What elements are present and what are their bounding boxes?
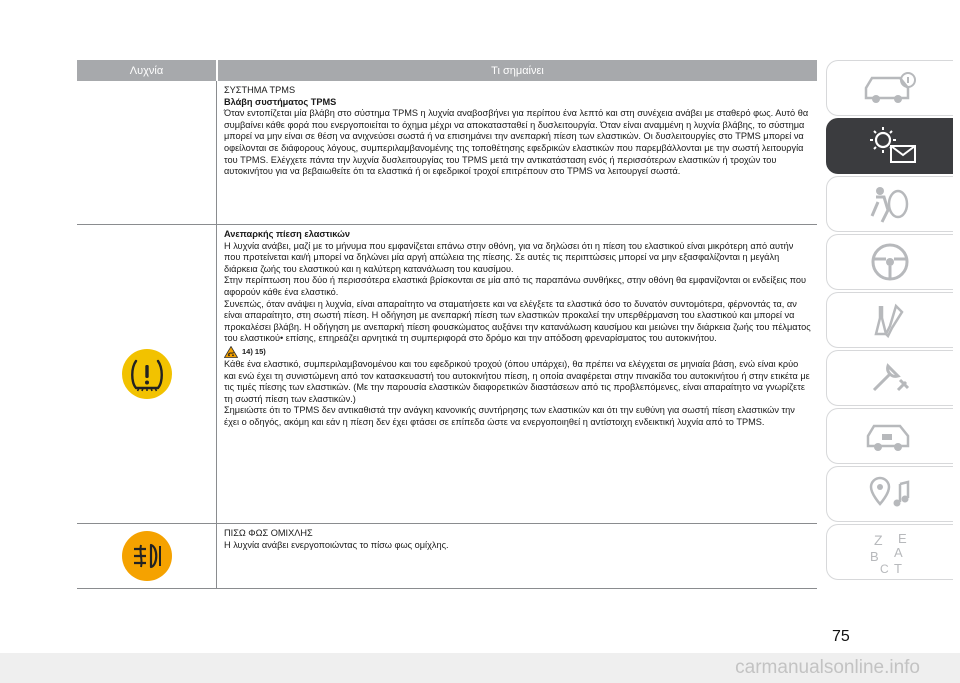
sidebar-tab-driving[interactable] bbox=[826, 234, 953, 290]
meaning-cell bbox=[217, 524, 817, 588]
sidebar-tab-safety[interactable] bbox=[826, 176, 953, 232]
steering-wheel-icon bbox=[865, 240, 915, 284]
sidebar-tab-emergency[interactable] bbox=[826, 292, 953, 348]
table-header bbox=[77, 60, 817, 81]
header-lamp: Λυχνία bbox=[77, 60, 218, 81]
warning-light-message-icon bbox=[855, 124, 925, 168]
paragraph: Στην περίπτωση που δύο ή περισσότερα ελαστικά βρίσκονται σε μία από τις παραπάνω συνθήκες, στην οθόνη θα εμφανίζονται οι ενδείξεις που αφορούν κάθε ένα ελαστικό. bbox=[224, 275, 807, 297]
rear-fog-light-icon bbox=[121, 530, 173, 582]
sidebar-tab-warning-lights[interactable] bbox=[826, 118, 953, 174]
icon-cell bbox=[77, 225, 217, 523]
section-title: ΣΥΣΤΗΜΑ TPMS bbox=[224, 85, 296, 95]
sidebar-tab-technical[interactable] bbox=[826, 408, 953, 464]
chapter-sidebar bbox=[826, 60, 960, 582]
table-row bbox=[77, 225, 817, 524]
service-tools-icon bbox=[860, 298, 920, 342]
warning-lights-table bbox=[77, 60, 817, 589]
paragraph: Συνεπώς, όταν ανάψει η λυχνία, είναι απαραίτητο να σταματήσετε και να ελέγξετε τα ελαστικά όσο το δυνατόν συντομότερα, φέρνοντάς τα, αν είναι απαραίτητο, στη σωστή πίεση. Η οδήγηση με ανεπαρκή πίεση των ελαστικών προκαλεί την υπερθέρμανση του ελαστικού και μπορεί να προκαλέσει βλάβη. Η οδήγηση με ανεπαρκή πίεση φουσκώματος αυξάνει την κατανάλωση καυσίμου και μειώνει την διάρκεια ζωής του πέλματος του ελαστικού• επίσης, επηρεάζει αρνητικά τη συμπεριφορά στο δρόμο και την απόδοση φρεναρίσματος του αυτοκινήτου. bbox=[224, 298, 811, 344]
table-row bbox=[77, 524, 817, 589]
warning-triangle-icon bbox=[224, 346, 238, 358]
airbag-safety-icon bbox=[860, 182, 920, 226]
index-letters-icon bbox=[860, 529, 920, 575]
warning-reference-numbers: 14) 15) bbox=[242, 347, 266, 357]
svg-text:Z: Z bbox=[874, 532, 883, 548]
section-subtitle: Βλάβη συστήματος TPMS bbox=[224, 96, 337, 107]
svg-text:C: C bbox=[880, 562, 889, 575]
meaning-cell bbox=[217, 81, 817, 224]
car-info-icon bbox=[860, 68, 920, 108]
sidebar-tab-multimedia[interactable] bbox=[826, 466, 953, 522]
page-number: 75 bbox=[832, 628, 850, 645]
paragraph: Κάθε ένα ελαστικό, συμπεριλαμβανομένου και του εφεδρικού τροχού (όπου υπάρχει), θα πρέπει να ελέγχεται σε μηνιαία βάση, ενώ είναι κρύο και ενώ έχει τη συνιστώμενη από τον κατασκευαστή του αυτοκινήτου πίεση, η οποία αναφέρεται στην πινακίδα του αυτοκινήτου ή στην ετικέτα με τις τιμές πίεσης των ελαστικών. (Με την παρουσία ελαστικών διαφορετικών διαστάσεων από τις προβλεπόμενες, είναι απαραίτητο να γνωρίζετε τη σωστή πίεση των ελαστικών.) bbox=[224, 358, 810, 404]
header-meaning: Τι σημαίνει bbox=[491, 64, 544, 77]
svg-text:E: E bbox=[898, 531, 907, 546]
section-title: Ανεπαρκής πίεση ελαστικών bbox=[224, 229, 350, 239]
paragraph: Σημειώστε ότι το TPMS δεν αντικαθιστά την ανάγκη κανονικής συντήρησης των ελαστικών και ότι την ευθύνη για σωστή πίεση ελαστικών την έχει ο οδηγός, ακόμη και εάν η πίεση δεν έχει φτάσει σε επίπεδα ώστε να ενεργοποιηθεί η αντίστοιχη ενδεικτική λυχνία από το TPMS. bbox=[224, 405, 795, 427]
tire-pressure-warning-icon bbox=[121, 348, 173, 400]
icon-cell bbox=[77, 81, 217, 224]
table-row bbox=[77, 81, 817, 225]
sidebar-tab-index[interactable] bbox=[826, 524, 953, 580]
sidebar-tab-maintenance[interactable] bbox=[826, 350, 953, 406]
svg-text:T: T bbox=[894, 561, 902, 575]
service-tools-icon bbox=[860, 356, 920, 400]
warning-reference bbox=[224, 346, 811, 358]
car-info-icon bbox=[860, 414, 920, 458]
paragraph: Η λυχνία ανάβει, μαζί με το μήνυμα που εμφανίζεται επάνω στην οθόνη, για να δηλώσει ότι η πίεση του ελαστικού είναι μικρότερη από αυτήν που προτείνεται και/ή μπορεί να δηλώνει μία αργή απώλεια της πίεσης. Σε αυτές τις περιπτώσεις μπορεί να μην εξασφαλίζονται η μεγάλη διάρκεια ζωής του ελαστικού και η καλύτερη κατανάλωση του καυσίμου. bbox=[224, 240, 794, 274]
map-music-icon bbox=[860, 472, 920, 516]
watermark: carmanualsonline.info bbox=[0, 653, 960, 683]
sidebar-tab-car-info[interactable] bbox=[826, 60, 953, 116]
paragraph: Η λυχνία ανάβει ενεργοποιώντας το πίσω φως ομίχλης. bbox=[224, 539, 449, 550]
icon-cell bbox=[77, 524, 217, 588]
svg-text:A: A bbox=[894, 545, 903, 560]
svg-text:B: B bbox=[870, 549, 879, 564]
paragraph: Όταν εντοπίζεται μία βλάβη στο σύστημα TPMS η λυχνία αναβοσβήνει για περίπου ένα λεπτό και στη συνέχεια ανάβει με σταθερό φως. Αυτό θα συμβαίνει κάθε φορά που ενεργοποιείται το όχημα μέχρι να αποκατασταθεί η δυσλειτουργία. Όταν είναι αναμμένη η λυχνία βλάβης, το σύστημα μπορεί να μην είναι σε θέση να ανιχνεύσει σωστά ή να επισημάνει την ανεπαρκή πίεση των ελαστικών. Οι δυσλειτουργίες στο TPMS μπορεί να οφείλονται σε διάφορους λόγους, συμπεριλαμβανομένης της τοποθέτησης εφεδρικών ελαστικών που παρεμβάλλονται με την σωστή λειτουργία του TPMS. Ελέγχετε πάντα την λυχνία δυσλειτουργίας του TPMS μετά την αντικατάσταση ενός ή περισσότερων ελαστικών ή τροχών του αυτοκινήτου για να βεβαιωθείτε ότι τα ελαστικά ή οι εφεδρικοί τροχοί επιτρέπουν στο TPMS να λειτουργεί σωστά. bbox=[224, 108, 809, 177]
section-title: ΠΙΣΩ ΦΩΣ ΟΜΙΧΛΗΣ bbox=[224, 528, 313, 538]
meaning-cell bbox=[217, 225, 817, 523]
